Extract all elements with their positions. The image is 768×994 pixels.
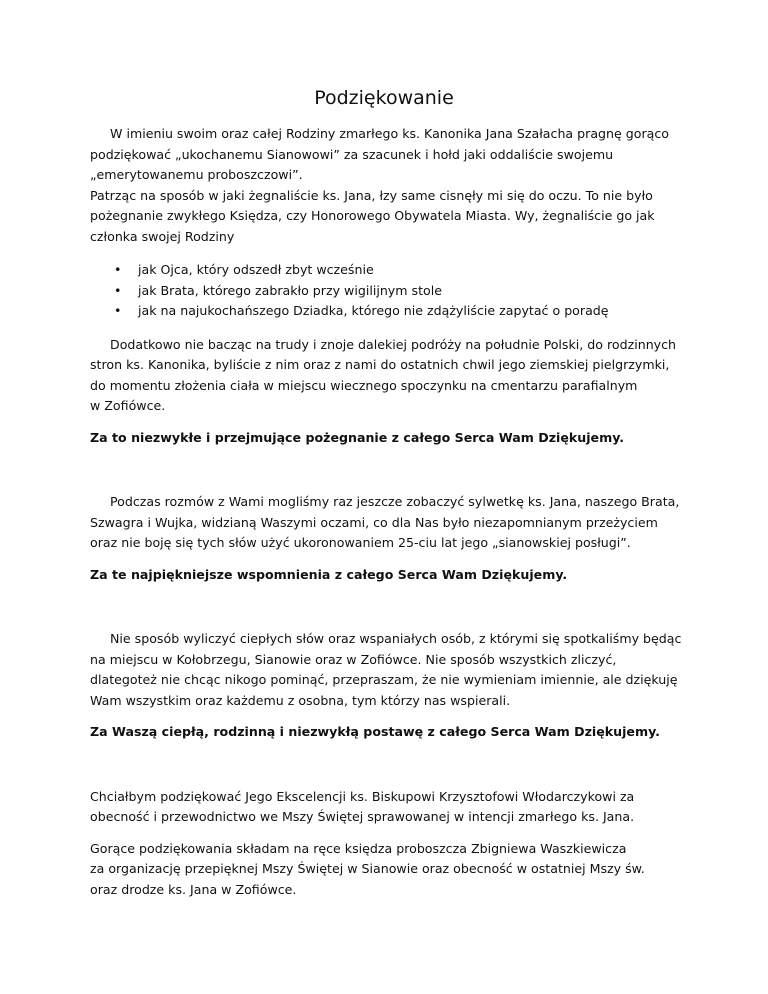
thanks-line-farewell: Za to niezwykłe i przejmujące pożegnanie z całego Serca Wam Dziękujemy. — [90, 429, 625, 445]
text-line: obecność i przewodnictwo we Mszy Świętej sprawowanej w intencji zmarłego ks. Jana. — [90, 809, 635, 824]
paragraph-memories — [90, 492, 690, 554]
list-item-text: jak na najukochańszego Dziadka, którego nie zdążyliście zapytać o poradę — [138, 303, 609, 318]
paragraph-journey — [90, 335, 690, 417]
text-line: na miejscu w Kołobrzegu, Sianowie oraz w Zofiówce. Nie sposób wszystkich zliczyć, — [90, 651, 617, 667]
list-item-text: jak Brata, którego zabrakło przy wigilijnym stole — [138, 282, 442, 298]
text-line: „emerytowanemu proboszczowi”. — [90, 167, 303, 182]
paragraph-bishop — [90, 787, 690, 828]
text-line: w Zofiówce. — [90, 398, 166, 413]
text-line: Chciałbym podziękować Jego Ekscelencji ks. Biskupowi Krzysztofowi Włodarczykowi za — [90, 788, 635, 804]
text-line: Nie sposób wyliczyć ciepłych słów oraz wspaniałych osób, z którymi się spotkaliśmy będąc — [110, 631, 682, 646]
text-line: dlategoteż nie chcąc nikogo pominąć, przepraszam, że nie wymieniam imiennie, ale dziękuję — [90, 672, 678, 687]
text-line: Wam wszystkim oraz każdemu z osobna, tym którzy nas wspierali. — [90, 692, 511, 708]
thanks-line-memories: Za te najpiękniejsze wspomnienia z całego Serca Wam Dziękujemy. — [90, 566, 568, 582]
text-line: Gorące podziękowania składam na ręce księdza proboszcza Zbigniewa Waszkiewicza — [90, 840, 627, 856]
list-item — [90, 260, 690, 281]
text-line: stron ks. Kanonika, byliście z nim oraz z nami do ostatnich chwil jego ziemskiej pielgrzymki, — [90, 357, 670, 372]
thanks-line-attitude: Za Waszą ciepłą, rodzinną i niezwykłą postawę z całego Serca Wam Dziękujemy. — [90, 724, 660, 739]
text-line: W imieniu swoim oraz całej Rodziny zmarłego ks. Kanonika Jana Szałacha pragnę gorąco — [110, 126, 669, 141]
paragraph-people — [90, 629, 690, 711]
text-line: Patrząc na sposób w jaki żegnaliście ks. Jana, łzy same cisnęły mi się do oczu. To nie było — [90, 187, 653, 203]
text-line: członka swojej Rodziny — [90, 228, 235, 244]
text-line: Podczas rozmów z Wami mogliśmy raz jeszcze zobaczyć sylwetkę ks. Jana, naszego Brata, — [110, 494, 680, 509]
bullet-list — [90, 260, 690, 322]
text-line: do momentu złożenia ciała w miejscu wiecznego spoczynku na cmentarzu parafialnym — [90, 377, 638, 393]
text-line: Szwagra i Wujka, widzianą Waszymi oczami, co dla Nas było niezapomnianym przeżyciem — [90, 514, 658, 530]
text-line: podziękować „ukochanemu Sianowowi” za szacunek i hołd jaki oddaliście swojemu — [90, 146, 614, 162]
text-line: oraz drodze ks. Jana w Zofiówce. — [90, 881, 297, 897]
bullet-icon: • — [114, 282, 122, 298]
paragraph-parish-priest — [90, 839, 690, 901]
list-item — [90, 281, 690, 302]
text-line: oraz nie boję się tych słów użyć ukoronowaniem 25-ciu lat jego „sianowskiej posługi”. — [90, 535, 631, 550]
list-item-text: jak Ojca, który odszedł zbyt wcześnie — [138, 262, 374, 277]
page-title: Podziękowanie — [314, 87, 454, 109]
text-line: pożegnanie zwykłego Księdza, czy Honorowego Obywatela Miasta. Wy, żegnaliście go jak — [90, 208, 655, 223]
paragraph-intro — [90, 124, 690, 247]
bullet-icon: • — [114, 262, 122, 277]
list-item — [90, 301, 690, 322]
letter-body — [90, 124, 690, 900]
text-line: Dodatkowo nie bacząc na trudy i znoje dalekiej podróży na południe Polski, do rodzinnych — [110, 336, 677, 352]
text-line: za organizację przepięknej Mszy Świętej w Sianowie oraz obecność w ostatniej Mszy św. — [90, 861, 645, 876]
bullet-icon: • — [114, 303, 122, 318]
